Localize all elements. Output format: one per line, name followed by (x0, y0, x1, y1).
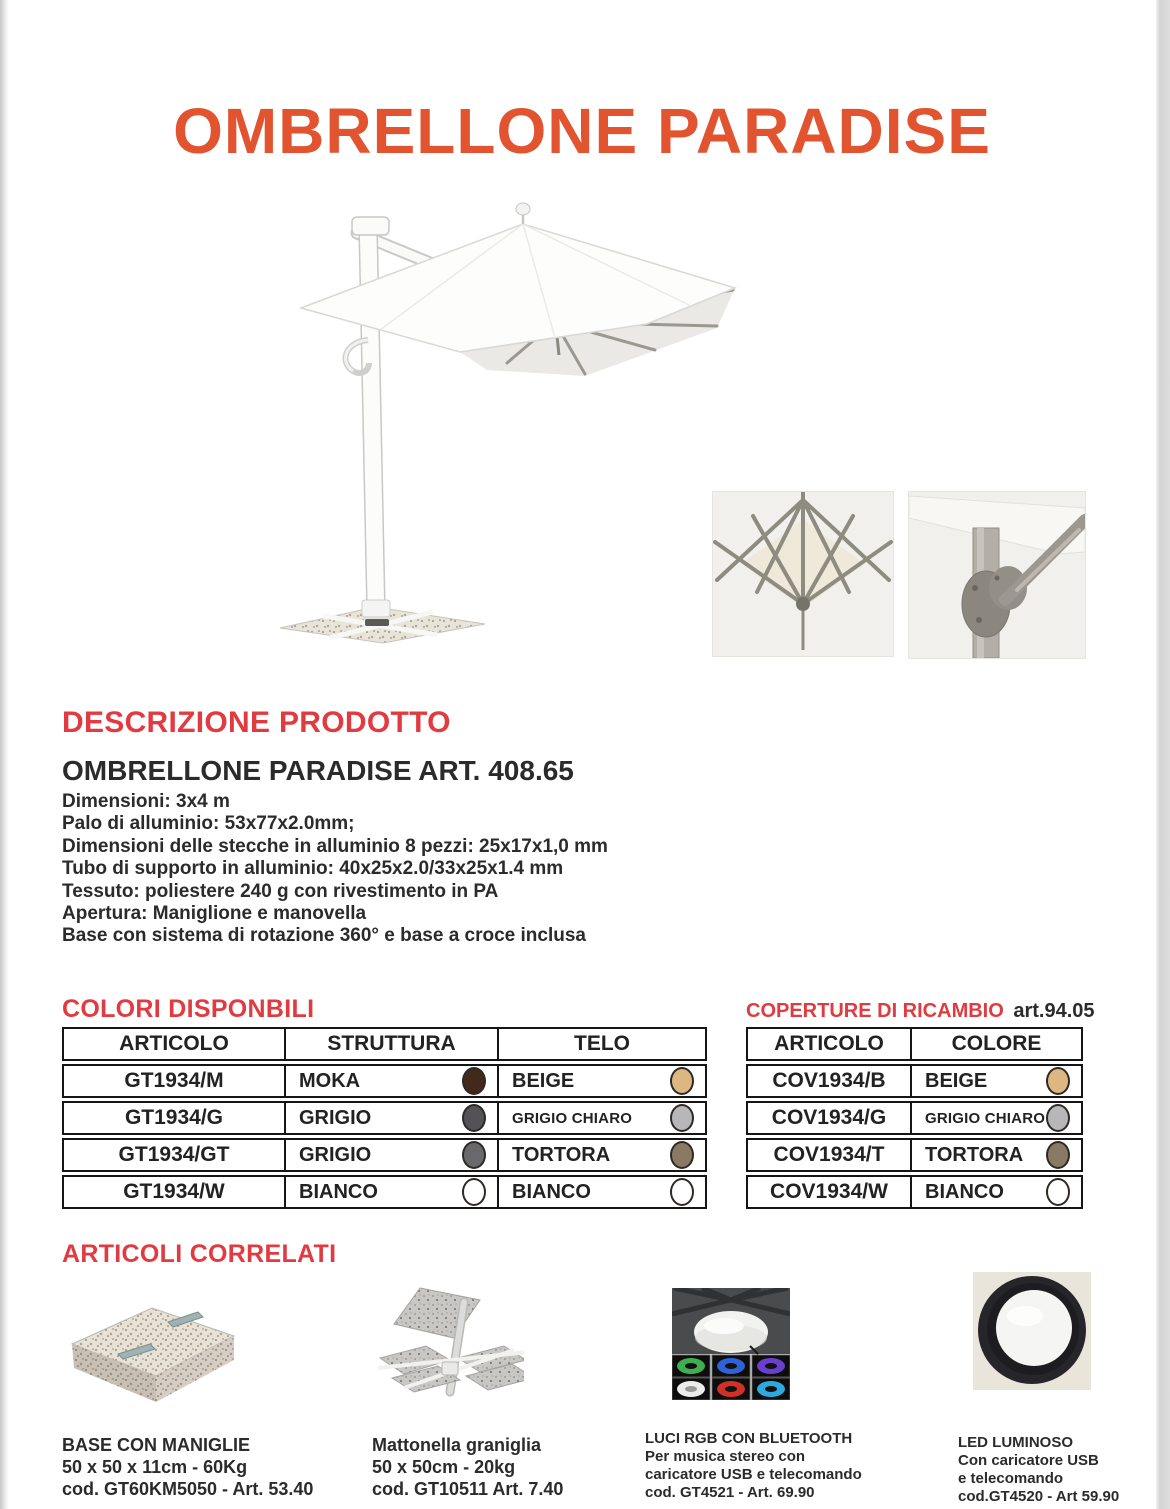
table-row (62, 1138, 707, 1172)
caption-line: cod. GT60KM5050 - Art. 53.40 (62, 1479, 314, 1499)
telo-cell (499, 1103, 705, 1133)
articolo-cell: COV1934/T (748, 1140, 912, 1170)
spec-line: Base con sistema di rotazione 360° e base a croce inclusa (62, 925, 587, 947)
column-header: COLORE (951, 1032, 1042, 1055)
color-swatch (670, 1178, 694, 1206)
column-header: ARTICOLO (64, 1029, 286, 1059)
color-swatch (670, 1141, 694, 1169)
color-swatch (462, 1178, 486, 1206)
struttura-cell (286, 1177, 499, 1207)
related-item-caption (372, 1434, 563, 1500)
articolo-cell: COV1934/G (748, 1103, 912, 1133)
spec-line: Tubo di supporto in alluminio: 40x25x2.0/33x25x1.4 mm (62, 858, 564, 880)
caption-line: cod. GT10511 Art. 7.40 (372, 1479, 564, 1499)
caption-line: Mattonella graniglia (372, 1435, 542, 1455)
struttura-cell (286, 1103, 499, 1133)
color-swatch (1046, 1067, 1070, 1095)
related-heading: ARTICOLI CORRELATI (62, 1240, 337, 1268)
caption-line: cod. GT4521 - Art. 69.90 (645, 1484, 815, 1501)
color-label: TORTORA (512, 1143, 611, 1166)
product-specs (62, 791, 608, 948)
caption-line: cod.GT4520 - Art 59.90 (958, 1488, 1120, 1505)
colore-cell (912, 1066, 1081, 1096)
table-row (746, 1101, 1083, 1135)
column-header: ARTICOLO (748, 1029, 912, 1059)
caption-line: 50 x 50cm - 20kg (372, 1457, 516, 1477)
rgb-light-image (672, 1288, 790, 1400)
left-edge-shading (0, 0, 9, 1509)
caption-line: Con caricatore USB (958, 1452, 1099, 1469)
colors-table-header (62, 1027, 707, 1061)
color-label: MOKA (299, 1069, 361, 1092)
joint-detail-photo (908, 491, 1086, 659)
spec-line: Tessuto: poliestere 240 g con rivestimento in PA (62, 880, 499, 902)
column-header: TELO (574, 1032, 630, 1055)
articolo-cell: COV1934/B (748, 1066, 912, 1096)
table-row (62, 1175, 707, 1209)
color-swatch (462, 1141, 486, 1169)
table-row (62, 1101, 707, 1135)
telo-cell (499, 1140, 705, 1170)
spec-line: Palo di alluminio: 53x77x2.0mm; (62, 813, 355, 835)
articolo-cell: GT1934/GT (64, 1140, 286, 1170)
led-light-image (973, 1272, 1091, 1390)
covers-heading-red: COPERTURE DI RICAMBIO (746, 1000, 1004, 1022)
articolo-cell: GT1934/G (64, 1103, 286, 1133)
ribs-detail-photo (712, 491, 894, 657)
color-swatch (1046, 1141, 1070, 1169)
color-swatch (670, 1067, 694, 1095)
covers-table (746, 1027, 1083, 1212)
spec-line: Dimensioni: 3x4 m (62, 791, 230, 812)
colors-heading: COLORI DISPONBILI (62, 995, 315, 1023)
caption-line: BASE CON MANIGLIE (62, 1435, 251, 1455)
color-label: GRIGIO CHIARO (925, 1109, 1046, 1127)
color-label: BIANCO (512, 1180, 591, 1203)
color-label: GRIGIO CHIARO (512, 1109, 633, 1127)
caption-line: e telecomando (958, 1470, 1064, 1487)
caption-line: Per musica stereo con (645, 1448, 806, 1465)
caption-line: LUCI RGB CON BLUETOOTH (645, 1430, 853, 1447)
granite-base-image (64, 1298, 236, 1410)
umbrella-product-photo (255, 200, 755, 650)
colors-table (62, 1027, 707, 1212)
table-row (746, 1064, 1083, 1098)
color-swatch (462, 1067, 486, 1095)
color-label: BIANCO (925, 1180, 1004, 1203)
colore-cell (912, 1140, 1081, 1170)
telo-cell (499, 1177, 705, 1207)
struttura-cell (286, 1066, 499, 1096)
struttura-cell (286, 1140, 499, 1170)
color-swatch (670, 1104, 694, 1132)
caption-line: caricatore USB e telecomando (645, 1466, 862, 1483)
colore-cell (912, 1177, 1081, 1207)
description-heading: DESCRIZIONE PRODOTTO (62, 706, 451, 739)
color-label: GRIGIO (299, 1106, 372, 1129)
covers-table-header (746, 1027, 1083, 1061)
articolo-cell: GT1934/W (64, 1177, 286, 1207)
table-row (746, 1138, 1083, 1172)
caption-line: 50 x 50 x 11cm - 60Kg (62, 1457, 248, 1477)
table-row (746, 1175, 1083, 1209)
caption-line: LED LUMINOSO (958, 1434, 1073, 1451)
color-label: BEIGE (925, 1069, 988, 1092)
color-swatch (1046, 1104, 1070, 1132)
related-item-caption (645, 1430, 862, 1502)
page-title: OMBRELLONE PARADISE (173, 95, 991, 167)
product-title: OMBRELLONE PARADISE ART. 408.65 (62, 755, 574, 786)
spec-line: Dimensioni delle stecche in alluminio 8 pezzi: 25x17x1,0 mm (62, 835, 608, 857)
color-swatch (462, 1104, 486, 1132)
telo-cell (499, 1066, 705, 1096)
color-label: BIANCO (299, 1180, 378, 1203)
related-item-caption (62, 1434, 313, 1500)
articolo-cell: COV1934/W (748, 1177, 912, 1207)
column-header: STRUTTURA (286, 1029, 499, 1059)
covers-heading-art: art.94.05 (1013, 1000, 1095, 1022)
covers-heading (746, 1000, 1095, 1023)
right-edge-band (1156, 0, 1170, 1509)
color-label: GRIGIO (299, 1143, 372, 1166)
table-row (62, 1064, 707, 1098)
colore-cell (912, 1103, 1081, 1133)
tile-base-image (368, 1284, 524, 1408)
color-label: BEIGE (512, 1069, 575, 1092)
color-label: TORTORA (925, 1143, 1024, 1166)
spec-line: Apertura: Maniglione e manovella (62, 903, 367, 925)
articolo-cell: GT1934/M (64, 1066, 286, 1096)
color-swatch (1046, 1178, 1070, 1206)
related-item-caption (958, 1434, 1119, 1506)
